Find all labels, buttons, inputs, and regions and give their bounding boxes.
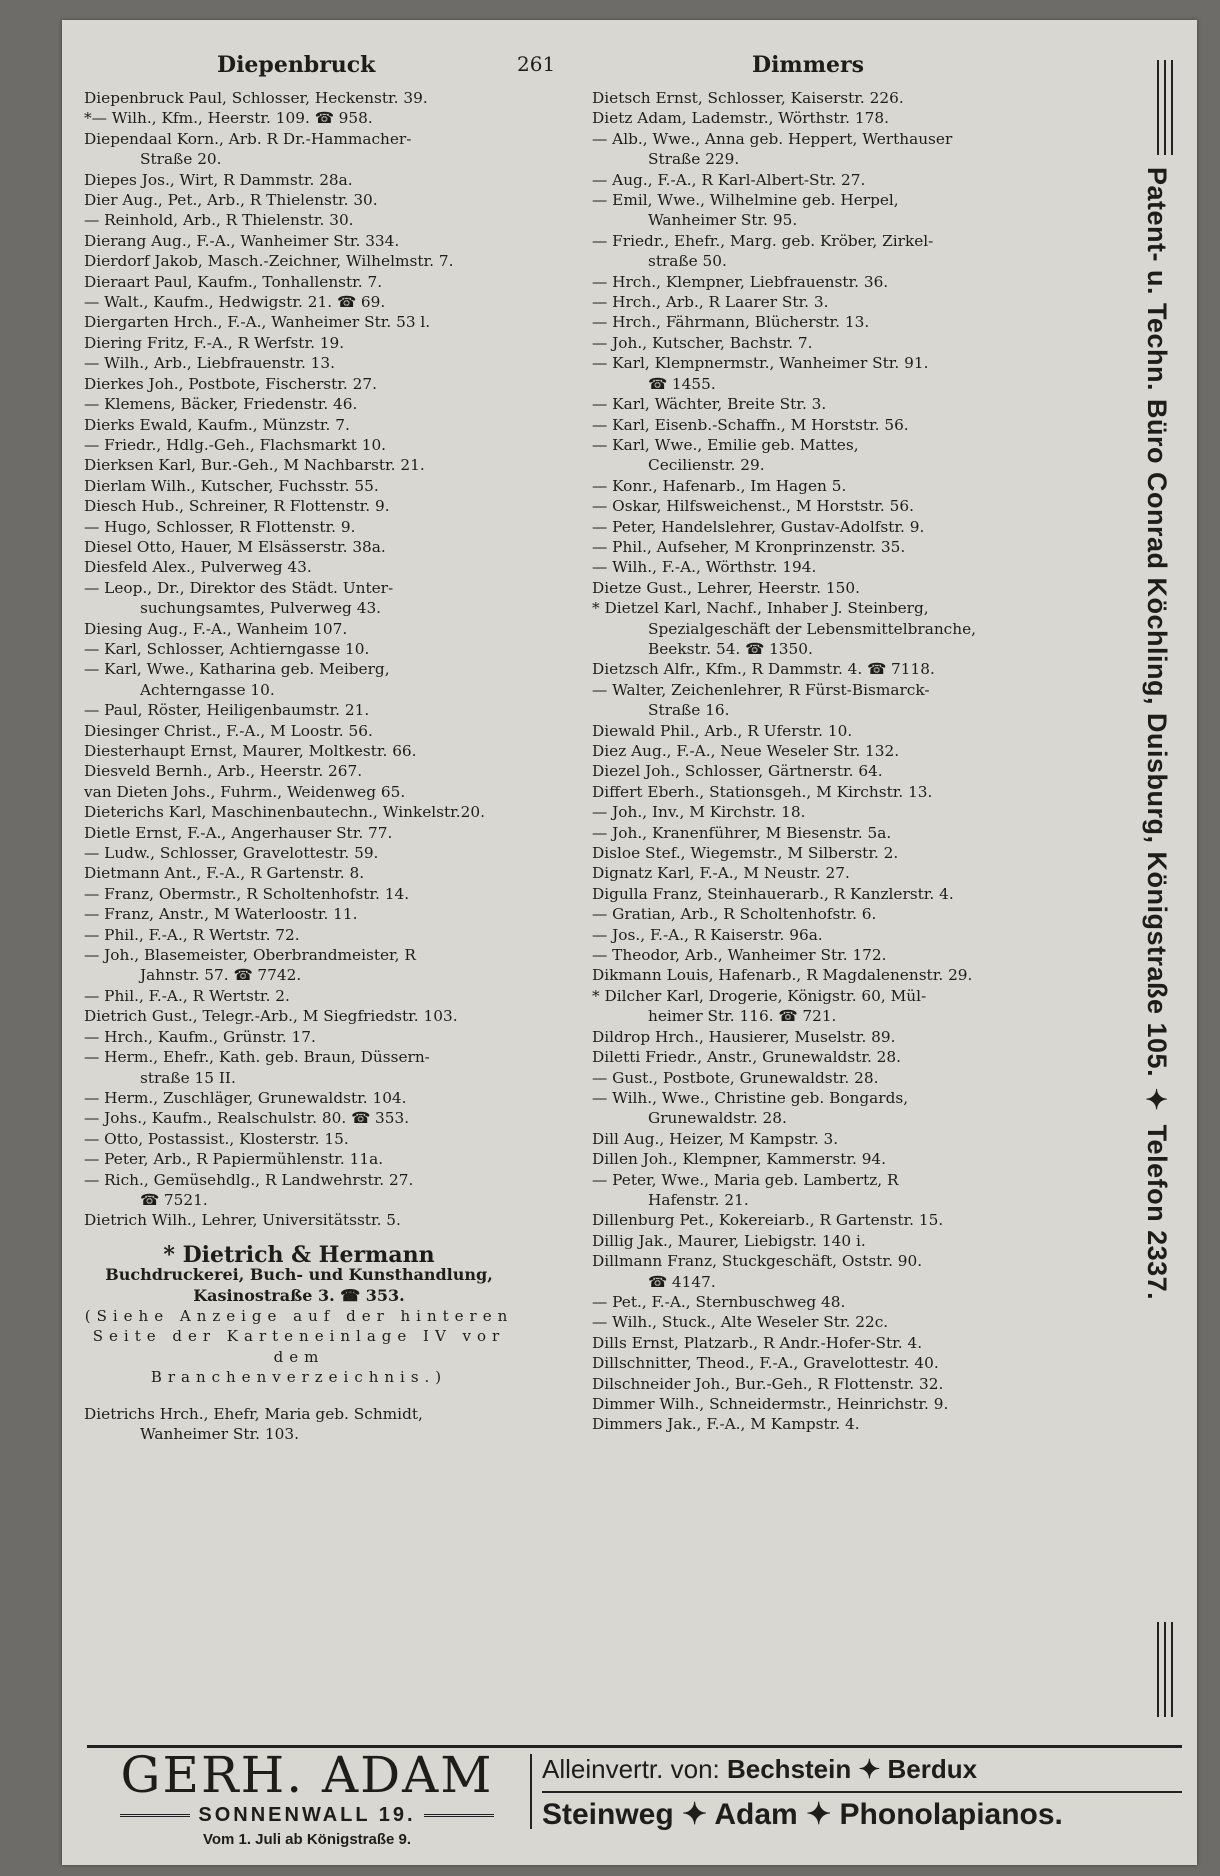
directory-entry: Diez Aug., F.-A., Neue Weseler Str. 132. [592, 742, 900, 760]
directory-entry: Beekstr. 54. ☎ 1350. [648, 639, 813, 658]
directory-entry: Diergarten Hrch., F.-A., Wanheimer Str. 53 l. [84, 313, 431, 332]
directory-entry: — Wilh., F.-A., Wörthstr. 194. [592, 558, 817, 577]
directory-entry: — Hrch., Arb., R Laarer Str. 3. [592, 293, 829, 312]
page-number: 261 [517, 52, 556, 76]
directory-entry: — Karl, Eisenb.-Schaffn., M Horststr. 56. [592, 415, 909, 434]
directory-entry: Dierdorf Jakob, Masch.-Zeichner, Wilhelmstr. 7. [84, 252, 454, 271]
directory-entry: — Theodor, Arb., Wanheimer Str. 172. [592, 946, 887, 965]
sidebar-rules-top [1157, 60, 1181, 155]
footer-line1-prefix: Alleinvertr. von: [542, 1754, 720, 1784]
directory-entry: van Dieten Johs., Fuhrm., Weidenweg 65. [84, 782, 406, 801]
right-column [592, 88, 1012, 1435]
header-right-keyword: Dimmers [752, 52, 864, 78]
directory-entry: — Wilh., Arb., Liebfrauenstr. 13. [84, 354, 336, 373]
directory-entry: Dietle Ernst, F.-A., Angerhauser Str. 77. [84, 823, 393, 842]
directory-entry: Dikmann Louis, Hafenarb., R Magdalenenstr. 29. [592, 966, 973, 985]
sidebar-advertisement [1137, 42, 1197, 1712]
directory-entry: Dilschneider Joh., Bur.-Geh., R Flottenstr. 32. [592, 1374, 944, 1393]
directory-entry: Hafenstr. 21. [648, 1190, 749, 1209]
directory-entry: — Joh., Inv., M Kirchstr. 18. [592, 803, 806, 822]
directory-entry: Diesch Hub., Schreiner, R Flottenstr. 9. [84, 497, 390, 516]
directory-entry: Wanheimer Str. 95. [648, 211, 798, 230]
directory-entry: *— Wilh., Kfm., Heerstr. 109. ☎ 958. [84, 109, 373, 128]
directory-entry: — Reinhold, Arb., R Thielenstr. 30. [84, 211, 354, 230]
directory-entry: — Friedr., Ehefr., Marg. geb. Kröber, Zirkel- [592, 231, 934, 250]
directory-entry: — Oskar, Hilfsweichenst., M Horststr. 56. [592, 497, 914, 516]
directory-entry: — Hugo, Schlosser, R Flottenstr. 9. [84, 517, 356, 536]
directory-entry: Dillen Joh., Klempner, Kammerstr. 94. [592, 1150, 887, 1169]
directory-entry: Dillenburg Pet., Kokereiarb., R Gartenstr. 15. [592, 1211, 944, 1230]
header-left-keyword: Diepenbruck [217, 52, 376, 78]
directory-entry: Dimmer Wilh., Schneidermstr., Heinrichstr. 9. [592, 1395, 949, 1413]
directory-entry: Diletti Friedr., Anstr., Grunewaldstr. 28. [592, 1048, 902, 1067]
footer-line1-brands: Bechstein ✦ Berdux [726, 1754, 978, 1784]
directory-entry: Dill Aug., Heizer, M Kampstr. 3. [592, 1129, 839, 1148]
directory-entry: — Hrch., Fährmann, Blücherstr. 13. [592, 313, 870, 332]
directory-entry: Dillmann Franz, Stuckgeschäft, Oststr. 90. [592, 1252, 923, 1271]
footer-rule-left [120, 1814, 190, 1817]
directory-entry: Dignatz Karl, F.-A., M Neustr. 27. [592, 864, 850, 883]
directory-entry: Dillig Jak., Maurer, Liebigstr. 140 i. [592, 1231, 866, 1250]
directory-entry: Straße 16. [648, 701, 730, 720]
ad-note1: (Siehe Anzeige auf der hinteren [84, 1306, 514, 1325]
footer-rule-right [424, 1814, 494, 1817]
directory-entry: suchungsamtes, Pulverweg 43. [140, 599, 382, 618]
footer-address-row [92, 1804, 522, 1827]
directory-entry: Diesing Aug., F.-A., Wanheim 107. [84, 619, 348, 638]
footer-company-name: GERH. ADAM [120, 1746, 494, 1804]
directory-entry: — Hrch., Klempner, Liebfrauenstr. 36. [592, 272, 889, 291]
directory-entry: Achterngasse 10. [140, 680, 275, 699]
directory-entry: Digulla Franz, Steinhauerarb., R Kanzlerstr. 4. [592, 884, 954, 903]
directory-entry: Dildrop Hrch., Hausierer, Muselstr. 89. [592, 1027, 896, 1046]
directory-entry: Grunewaldstr. 28. [648, 1109, 787, 1128]
directory-entry: Dierang Aug., F.-A., Wanheimer Str. 334. [84, 231, 400, 250]
ad-line1: Buchdruckerei, Buch- und Kunsthandlung, [105, 1265, 493, 1285]
directory-entry: — Karl, Wwe., Katharina geb. Meiberg, [84, 660, 390, 679]
directory-entry: — Wilh., Stuck., Alte Weseler Str. 22c. [592, 1313, 889, 1332]
sidebar-ad-text: Patent- u. Techn. Büro Conrad Köchling, Duisburg, Königstraße 105. ✦ Telefon 2337. [1142, 167, 1172, 1301]
directory-entry: ☎ 7521. [140, 1190, 208, 1209]
directory-entry: Dierksen Karl, Bur.-Geh., M Nachbarstr. 21. [84, 456, 425, 475]
directory-entry: ☎ 1455. [648, 374, 716, 393]
directory-entry: Jahnstr. 57. ☎ 7742. [140, 966, 302, 985]
directory-entry: Dills Ernst, Platzarb., R Andr.-Hofer-Str. 4. [592, 1333, 923, 1352]
footer-vertical-divider [530, 1754, 532, 1829]
directory-entry: — Emil, Wwe., Wilhelmine geb. Herpel, [592, 191, 899, 210]
directory-entry: — Franz, Anstr., M Waterloostr. 11. [84, 905, 358, 924]
directory-entry: Diezel Joh., Schlosser, Gärtnerstr. 64. [592, 762, 883, 781]
footer-note: Vom 1. Juli ab Königstraße 9. [202, 1831, 412, 1848]
directory-entry: Diesveld Bernh., Arb., Heerstr. 267. [84, 762, 363, 781]
directory-entry: Diesfeld Alex., Pulverweg 43. [84, 558, 312, 577]
directory-entry: Diering Fritz, F.-A., R Werfstr. 19. [84, 333, 345, 352]
directory-entry: — Herm., Ehefr., Kath. geb. Braun, Düssern- [84, 1048, 430, 1067]
directory-entry: — Herm., Zuschläger, Grunewaldstr. 104. [84, 1088, 407, 1107]
directory-entry: — Aug., F.-A., R Karl-Albert-Str. 27. [592, 170, 866, 189]
directory-entry: Dietrich Gust., Telegr.-Arb., M Siegfriedstr. 103. [84, 1007, 458, 1026]
directory-entry: — Friedr., Hdlg.-Geh., Flachsmarkt 10. [84, 435, 387, 454]
directory-entry: — Walter, Zeichenlehrer, R Fürst-Bismarck- [592, 680, 930, 699]
directory-entry: Cecilienstr. 29. [648, 456, 765, 475]
directory-entry: — Peter, Handelslehrer, Gustav-Adolfstr. 9. [592, 517, 925, 536]
directory-entry: Dierkes Joh., Postbote, Fischerstr. 27. [84, 374, 377, 393]
directory-entry: * Dietzel Karl, Nachf., Inhaber J. Steinberg, [592, 599, 929, 618]
directory-entry: — Karl, Wwe., Emilie geb. Mattes, [592, 435, 859, 454]
directory-entry: — Joh., Kutscher, Bachstr. 7. [592, 333, 813, 352]
footer-left [92, 1746, 522, 1848]
directory-entry: Dietzsch Alfr., Kfm., R Dammstr. 4. ☎ 7118. [592, 660, 935, 679]
directory-entry: — Karl, Klempnermstr., Wanheimer Str. 91. [592, 354, 929, 373]
footer-line1 [542, 1754, 1182, 1785]
spacer [84, 1231, 514, 1239]
ad-line2: Kasinostraße 3. ☎ 353. [193, 1285, 405, 1305]
directory-entry: — Joh., Blasemeister, Oberbrandmeister, R [84, 946, 416, 965]
ad-note3: Branchenverzeichnis.) [150, 1368, 448, 1387]
spacer [84, 1388, 514, 1404]
directory-entry: Dietze Gust., Lehrer, Heerstr. 150. [592, 578, 860, 597]
directory-entry: — Karl, Schlosser, Achtierngasse 10. [84, 639, 370, 658]
directory-entry: Wanheimer Str. 103. [140, 1425, 299, 1443]
directory-entry: ☎ 4147. [648, 1272, 716, 1291]
directory-entry: Dietz Adam, Lademstr., Wörthstr. 178. [592, 109, 889, 128]
directory-entry: Diepes Jos., Wirt, R Dammstr. 28a. [84, 170, 353, 189]
ad-note2: Seite der Karteneinlage IV vor dem [92, 1327, 506, 1366]
directory-entry: — Walt., Kaufm., Hedwigstr. 21. ☎ 69. [84, 293, 386, 312]
directory-entry: Spezialgeschäft der Lebensmittelbranche, [648, 619, 977, 638]
footer-line2: Steinweg ✦ Adam ✦ Phonolapianos. [542, 1798, 1063, 1831]
directory-entry: — Pet., F.-A., Sternbuschweg 48. [592, 1292, 846, 1311]
directory-entry: — Gust., Postbote, Grunewaldstr. 28. [592, 1068, 879, 1087]
directory-entry: — Phil., F.-A., R Wertstr. 72. [84, 925, 300, 944]
footer-advertisement [87, 1746, 1182, 1850]
directory-entry: Diesinger Christ., F.-A., M Loostr. 56. [84, 721, 373, 740]
directory-entry: Disloe Stef., Wiegemstr., M Silberstr. 2. [592, 844, 899, 863]
directory-entry: Diesterhaupt Ernst, Maurer, Moltkestr. 66. [84, 742, 417, 760]
directory-entry: — Jos., F.-A., R Kaiserstr. 96a. [592, 925, 823, 944]
directory-entry: Diepenbruck Paul, Schlosser, Heckenstr. 39. [84, 89, 428, 107]
directory-entry: — Hrch., Kaufm., Grünstr. 17. [84, 1027, 316, 1046]
directory-entry: heimer Str. 116. ☎ 721. [648, 1007, 837, 1026]
directory-entry: Dietrichs Hrch., Ehefr, Maria geb. Schmidt, [84, 1404, 423, 1423]
left-column [84, 88, 514, 1444]
directory-entry: — Leop., Dr., Direktor des Städt. Unter- [84, 578, 394, 597]
directory-entry: Diesel Otto, Hauer, M Elsässerstr. 38a. [84, 537, 386, 556]
directory-entry: Dietrich Wilh., Lehrer, Universitätsstr. 5. [84, 1211, 401, 1230]
directory-entry: Diependaal Korn., Arb. R Dr.-Hammacher- [84, 129, 412, 148]
directory-entry: Dier Aug., Pet., Arb., R Thielenstr. 30. [84, 191, 378, 210]
footer-right [542, 1754, 1182, 1832]
directory-entry: — Peter, Arb., R Papiermühlenstr. 11a. [84, 1150, 384, 1169]
directory-entry: — Ludw., Schlosser, Gravelottestr. 59. [84, 844, 379, 863]
footer-address: SONNENWALL 19. [198, 1804, 416, 1826]
directory-entry: — Alb., Wwe., Anna geb. Heppert, Werthauser [592, 129, 953, 148]
directory-entry: Straße 20. [140, 150, 222, 169]
directory-entry: Dietsch Ernst, Schlosser, Kaiserstr. 226. [592, 89, 904, 107]
directory-entry: — Phil., F.-A., R Wertstr. 2. [84, 986, 290, 1005]
directory-entry: — Joh., Kranenführer, M Biesenstr. 5a. [592, 823, 892, 842]
directory-entry: straße 50. [648, 252, 727, 271]
directory-entry: Dietmann Ant., F.-A., R Gartenstr. 8. [84, 864, 365, 883]
directory-entry: — Gratian, Arb., R Scholtenhofstr. 6. [592, 905, 877, 924]
footer-inner-rule [542, 1791, 1182, 1793]
directory-entry: Dillschnitter, Theod., F.-A., Gravelottestr. 40. [592, 1354, 939, 1373]
ad-title: * Dietrich & Hermann [163, 1241, 435, 1268]
directory-entry: — Klemens, Bäcker, Friedenstr. 46. [84, 395, 358, 414]
directory-entry: — Wilh., Wwe., Christine geb. Bongards, [592, 1088, 909, 1107]
directory-page [62, 20, 1197, 1865]
directory-entry: — Paul, Röster, Heiligenbaumstr. 21. [84, 701, 370, 720]
directory-entry: — Konr., Hafenarb., Im Hagen 5. [592, 476, 847, 495]
directory-entry: Diewald Phil., Arb., R Uferstr. 10. [592, 721, 853, 740]
directory-entry: Dierlam Wilh., Kutscher, Fuchsstr. 55. [84, 476, 379, 495]
directory-entry: Dierks Ewald, Kaufm., Münzstr. 7. [84, 415, 350, 434]
directory-entry: Straße 229. [648, 150, 740, 169]
directory-entry: * Dilcher Karl, Drogerie, Königstr. 60, Mül- [592, 986, 927, 1005]
directory-entry: straße 15 II. [140, 1068, 236, 1087]
directory-entry: Dieraart Paul, Kaufm., Tonhallenstr. 7. [84, 272, 383, 291]
directory-entry: Dimmers Jak., F.-A., M Kampstr. 4. [592, 1415, 860, 1434]
directory-entry: — Phil., Aufseher, M Kronprinzenstr. 35. [592, 537, 906, 556]
directory-entry: Dieterichs Karl, Maschinenbautechn., Winkelstr.20. [84, 803, 485, 822]
sidebar-rules-bottom [1157, 1622, 1181, 1717]
directory-entry: Differt Eberh., Stationsgeh., M Kirchstr. 13. [592, 782, 933, 801]
directory-entry: — Johs., Kaufm., Realschulstr. 80. ☎ 353. [84, 1109, 410, 1128]
directory-entry: — Rich., Gemüsehdlg., R Landwehrstr. 27. [84, 1170, 414, 1189]
directory-entry: — Karl, Wächter, Breite Str. 3. [592, 395, 827, 414]
directory-entry: — Peter, Wwe., Maria geb. Lambertz, R [592, 1170, 899, 1189]
directory-entry: — Franz, Obermstr., R Scholtenhofstr. 14. [84, 884, 410, 903]
directory-entry: — Otto, Postassist., Klosterstr. 15. [84, 1129, 349, 1148]
